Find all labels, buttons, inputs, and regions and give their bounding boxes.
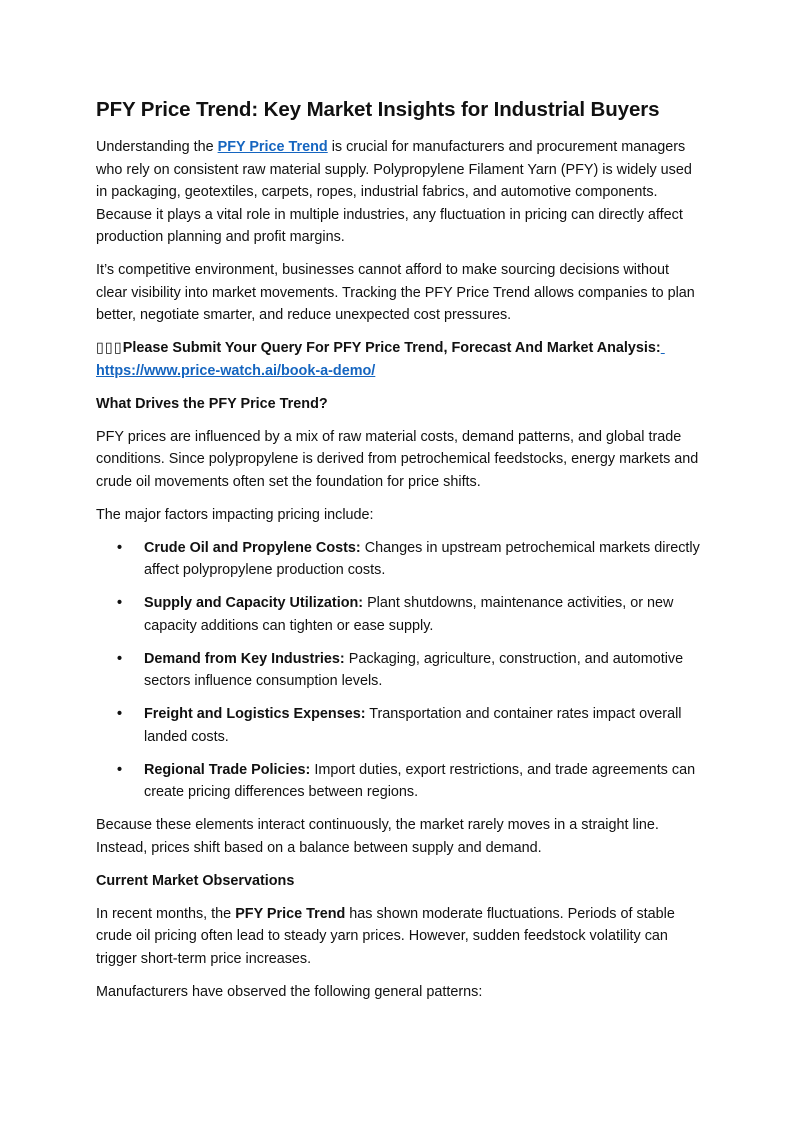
list-item — [96, 648, 702, 693]
factors-lead: The major factors impacting pricing include: — [96, 506, 374, 523]
pfy-price-trend-link[interactable]: PFY Price Trend — [217, 139, 328, 155]
factor-text: Packaging, agriculture, construction, and automotive sectors influence consumption levels. — [144, 650, 684, 689]
list-item — [96, 703, 702, 748]
patterns-lead: Manufacturers have observed the following general patterns: — [96, 983, 483, 1000]
factor-text: Plant shutdowns, maintenance activities, or new capacity additions can tighten or ease supply. — [144, 595, 674, 634]
document-page — [96, 96, 702, 1014]
page-title: PFY Price Trend: Key Market Insights for Industrial Buyers — [96, 98, 660, 121]
list-item — [96, 537, 702, 582]
cta-link-space[interactable] — [661, 340, 665, 356]
factor-text: Import duties, export restrictions, and trade agreements can create pricing differences between regions. — [144, 761, 696, 800]
intro-paragraph — [96, 136, 702, 249]
cta-paragraph — [96, 337, 702, 382]
factor-label: Supply and Capacity Utilization: — [144, 595, 364, 611]
list-item — [96, 759, 702, 804]
list-item — [96, 592, 702, 637]
competitive-paragraph: It’s competitive environment, businesses cannot afford to make sourcing decisions without clear visibility into market movements. Tracking the PFY Price Trend allows companies to plan better, negotiate smarter, and reduce unexpected cost pressures. — [96, 262, 695, 323]
observations-paragraph — [96, 903, 702, 971]
cta-text: Please Submit Your Query For PFY Price Trend, Forecast And Market Analysis: — [122, 340, 661, 356]
obs-text-after: has shown moderate fluctuations. Periods of stable crude oil pricing often lead to steady yarn prices. However, sudden feedstock volatility can trigger short-term price increases. — [96, 905, 675, 967]
factor-label: Demand from Key Industries: — [144, 650, 345, 667]
drivers-paragraph: PFY prices are influenced by a mix of raw material costs, demand patterns, and global trade conditions. Since polypropylene is derived from petrochemical feedstocks, energy markets and crude oil movements often set the foundation for price shifts. — [96, 428, 699, 490]
intro-text-after: is crucial for manufacturers and procurement managers who rely on consistent raw material supply. Polypropylene Filament Yarn (PFY) is widely used in packaging, geotextiles, carpets, ropes, industrial fabrics, and automotive components. Because it plays a vital role in multiple industries, any fluctuation in pricing can directly affect production planning and profit margins. — [96, 139, 692, 245]
factor-text: Changes in upstream petrochemical markets directly affect polypropylene production costs. — [144, 539, 700, 578]
obs-text-before: In recent months, the — [96, 905, 236, 922]
obs-text-bold: PFY Price Trend — [235, 905, 346, 922]
factor-text: Transportation and container rates impact overall landed costs. — [144, 706, 682, 745]
section-heading-observations: Current Market Observations — [96, 872, 295, 889]
closing-paragraph: Because these elements interact continuously, the market rarely moves in a straight line. Instead, prices shift based on a balance between supply and demand. — [96, 817, 659, 856]
factor-label: Freight and Logistics Expenses: — [144, 706, 366, 722]
factor-label: Crude Oil and Propylene Costs: — [144, 539, 361, 556]
section-heading-drivers: What Drives the PFY Price Trend? — [96, 395, 328, 412]
factor-label: Regional Trade Policies: — [144, 761, 311, 778]
factors-list — [96, 537, 702, 804]
book-demo-link[interactable]: https://www.price-watch.ai/book-a-demo/ — [96, 362, 376, 379]
intro-text-before: Understanding the — [96, 139, 218, 155]
emoji-placeholder-icon: ▯▯▯ — [96, 340, 123, 356]
